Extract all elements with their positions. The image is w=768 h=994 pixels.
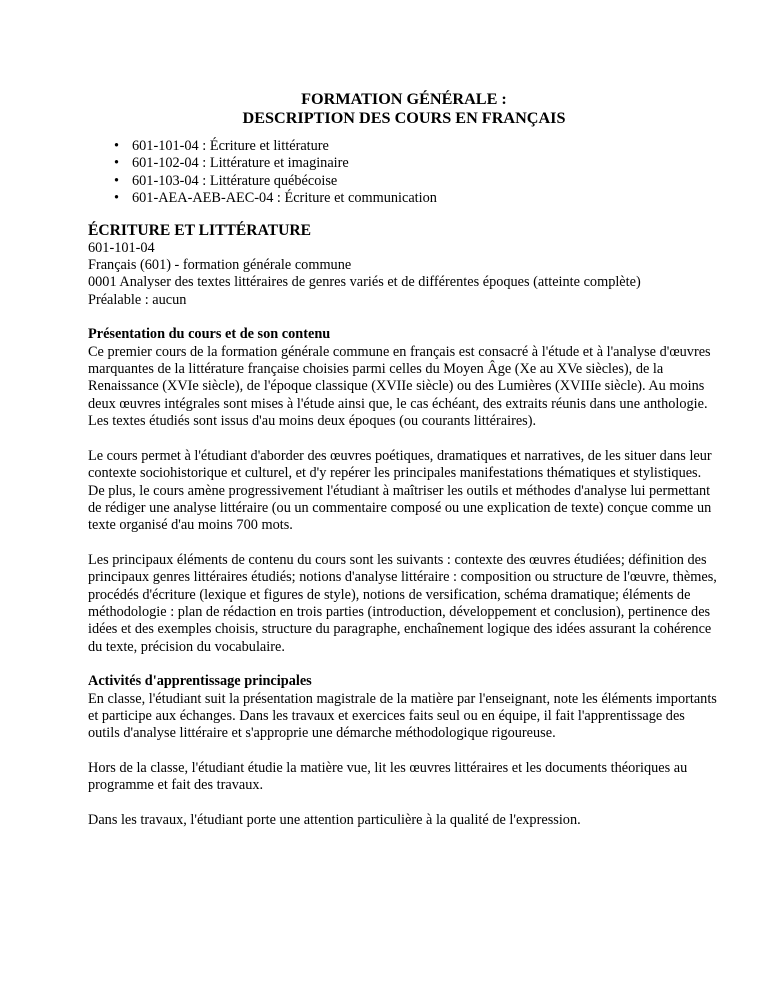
course-list-item: • 601-102-04 : Littérature et imaginaire xyxy=(132,155,720,172)
course-list xyxy=(88,138,720,208)
activities-heading: Activités d'apprentissage principales xyxy=(88,673,312,690)
presentation-paragraph: Le cours permet à l'étudiant d'aborder des œuvres poétiques, dramatiques et narratives, de les situer dans leur contexte sociohistorique et culturel, et d'y repérer les principales manifestations thématiques et stylistiques. De plus, le cours amène progressivement l'étudiant à maîtriser les outils et méthodes d'analyse lui permettant de rédiger une analyse littéraire (ou un commentaire composé ou une explication de texte) conçue comme un texte organisé d'au moins 700 mots. xyxy=(88,447,712,534)
presentation-paragraph: Les principaux éléments de contenu du cours sont les suivants : contexte des œuvres étudiées; définition des principaux genres littéraires étudiés; notions d'analyse littéraire : composition ou structure de l'œuvre, thèmes, procédés d'écriture (lexique et figures de style), notions de versification, schéma dramatique; éléments de méthodologie : plan de rédaction en trois parties (introduction, développement et conclusion), pertinence des idées et des exemples choisis, structure du paragraphe, enchaînement logique des idées assurant la cohérence du texte, précision du vocabulaire. xyxy=(88,551,717,655)
activities-paragraph: Dans les travaux, l'étudiant porte une attention particulière à la qualité de l'expression. xyxy=(88,811,581,828)
title-line-2: DESCRIPTION DES COURS EN FRANÇAIS xyxy=(242,109,566,127)
activities-paragraph: En classe, l'étudiant suit la présentation magistrale de la matière par l'enseignant, note les éléments importants et participe aux échanges. Dans les travaux et exercices faits seul ou en équipe, il fait l'apprentissage des outils d'analyse littéraire et s'approprie une démarche méthodologique rigoureuse. xyxy=(88,690,717,742)
course-prerequisite: Préalable : aucun xyxy=(88,291,187,308)
section-heading: ÉCRITURE ET LITTÉRATURE xyxy=(88,221,311,239)
document-title xyxy=(88,90,720,128)
course-code: 601-101-04 xyxy=(88,239,155,256)
course-meta xyxy=(88,240,720,310)
presentation-heading: Présentation du cours et de son contenu xyxy=(88,326,331,343)
course-list-item: • 601-101-04 : Écriture et littérature xyxy=(132,138,720,155)
document-page xyxy=(88,90,720,846)
course-competency: 0001 Analyser des textes littéraires de genres variés et de différentes époques (atteinte complète) xyxy=(88,274,641,291)
course-list-item: • 601-103-04 : Littérature québécoise xyxy=(132,173,720,190)
course-program: Français (601) - formation générale commune xyxy=(88,257,352,274)
course-list-item: • 601-AEA-AEB-AEC-04 : Écriture et communication xyxy=(132,190,720,207)
title-line-1: FORMATION GÉNÉRALE : xyxy=(301,90,507,108)
presentation-paragraph: Ce premier cours de la formation générale commune en français est consacré à l'étude et à l'analyse d'œuvres marquantes de la littérature française choisies parmi celles du Moyen Âge (Xe au XVe siècles), de la Renaissance (XVIe siècle), de l'époque classique (XVIIe siècle) ou des Lumières (XVIIIe siècle). Au moins deux œuvres intégrales sont mises à l'étude ainsi que, le cas échéant, des extraits réunis dans une anthologie. Les textes étudiés sont issus d'au moins deux époques (ou courants littéraires). xyxy=(88,343,711,430)
activities-paragraph: Hors de la classe, l'étudiant étudie la matière vue, lit les œuvres littéraires et les documents théoriques au programme et fait des travaux. xyxy=(88,759,688,794)
